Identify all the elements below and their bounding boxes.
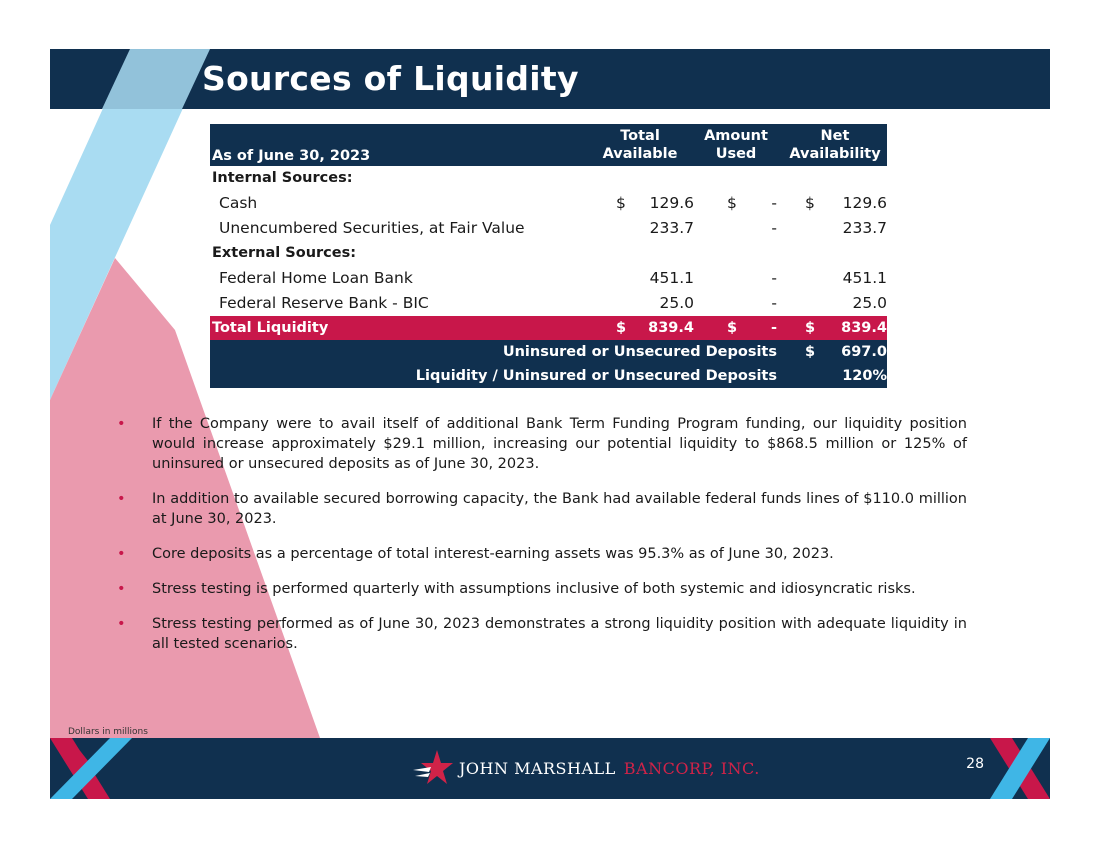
table-row: Federal Reserve Bank - BIC 25.0 - 25.0 <box>219 294 887 312</box>
logo-name: JOHN MARSHALL <box>459 758 616 778</box>
list-item: • Stress testing is performed quarterly with assumptions inclusive of both systemic and idiosyncratic risks. <box>117 581 916 597</box>
liquidity-ratio-row: Liquidity / Uninsured or Unsecured Deposits 120% <box>210 364 887 388</box>
logo-suffix: BANCORP, INC. <box>623 758 760 778</box>
list-item: • In addition to available secured borrowing capacity, the Bank had available federal funds lines of $110.0 million at June 30, 2023. <box>117 491 967 527</box>
header-bar <box>50 49 1050 109</box>
uninsured-deposits-row: Uninsured or Unsecured Deposits $ 697.0 <box>210 340 887 364</box>
footer-bar <box>50 738 1050 799</box>
liquidity-table <box>210 124 887 388</box>
table-row: Federal Home Loan Bank 451.1 - 451.1 <box>219 269 887 287</box>
section-internal: Internal Sources: <box>212 170 353 186</box>
list-item: • Stress testing performed as of June 30, 2023 demonstrates a strong liquidity position with adequate liquidity in all tested scenarios. <box>117 616 967 652</box>
page-number: 28 <box>966 756 984 772</box>
bullet-list <box>117 414 967 669</box>
company-logo <box>413 748 760 788</box>
list-item: • Core deposits as a percentage of total interest-earning assets was 95.3% as of June 30, 2023. <box>117 546 834 562</box>
col-total-available: Total Available <box>602 128 678 162</box>
as-of-date: As of June 30, 2023 <box>212 148 371 164</box>
total-liquidity-row: Total Liquidity $ 839.4 $ - $ 839.4 <box>210 316 887 340</box>
col-amount-used: Amount Used <box>704 128 768 162</box>
table-row: Unencumbered Securities, at Fair Value 233.7 - 233.7 <box>219 219 887 237</box>
table-row: Cash $ 129.6 $ - $ 129.6 <box>219 194 887 212</box>
section-external: External Sources: <box>212 245 357 261</box>
page-title: Sources of Liquidity <box>202 59 579 98</box>
list-item: • If the Company were to avail itself of additional Bank Term Funding Program funding, our liquidity position would increase approximately $29.1 million, increasing our potential liquidity to $868.5 million or 125% of uninsured or unsecured deposits as of June 30, 2023. <box>117 416 967 472</box>
star-logo-icon <box>413 748 453 788</box>
table-header <box>210 124 887 166</box>
footnote: Dollars in millions <box>68 727 148 737</box>
col-net-availability: Net Availability <box>789 128 881 162</box>
